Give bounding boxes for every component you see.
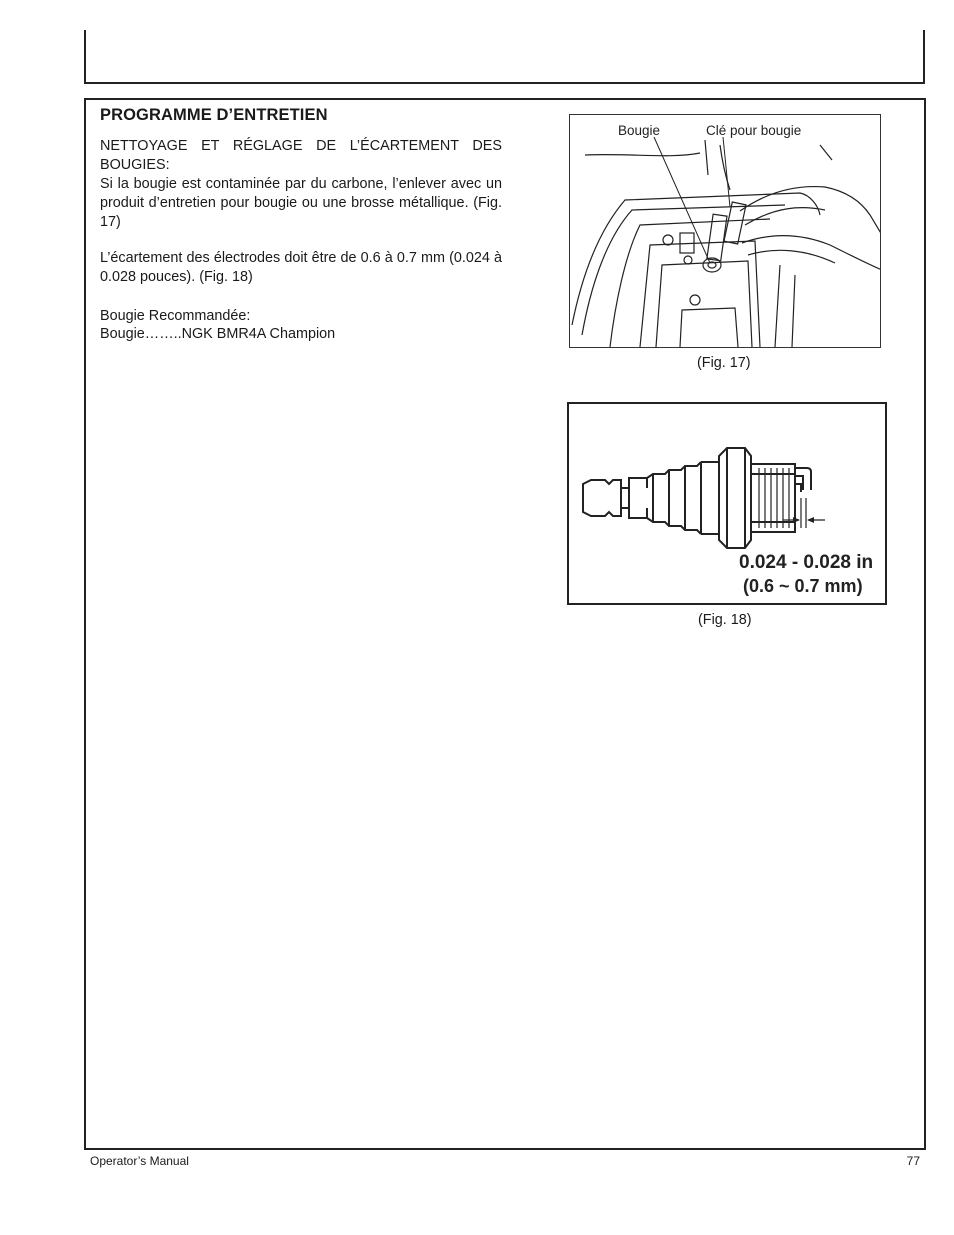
figure-18-drawing — [569, 404, 885, 603]
footer-manual-title: Operator’s Manual — [90, 1154, 189, 1168]
gap-inches-label: 0.024 - 0.028 in — [739, 552, 874, 573]
recommended-plug: Bougie……..NGK BMR4A Champion — [100, 326, 336, 342]
figure-18-illustration — [567, 402, 887, 605]
subtitle-line-2: BOUGIES: — [100, 157, 170, 173]
figure-17-illustration — [569, 114, 881, 348]
gap-instructions: L’écartement des électrodes doit être de 0.6 à 0.7 mm (0.024 à 0.028 pouces). (Fig. 18) — [100, 250, 502, 285]
header-box — [84, 30, 925, 84]
figure-18-caption: (Fig. 18) — [698, 612, 752, 628]
subtitle-line-1: NETTOYAGE ET RÉGLAGE DE L’ÉCARTEMENT DES — [100, 138, 502, 154]
figure-17-caption: (Fig. 17) — [697, 355, 751, 371]
section-title: PROGRAMME D’ENTRETIEN — [100, 106, 328, 124]
page-number: 77 — [906, 1154, 920, 1168]
figure-17-drawing — [570, 115, 881, 348]
gap-mm-label: (0.6 ~ 0.7 mm) — [743, 576, 863, 596]
recommended-label: Bougie Recommandée: — [100, 308, 251, 324]
label-bougie: Bougie — [618, 123, 661, 138]
label-cle-pour-bougie: Clé pour bougie — [706, 123, 802, 138]
cleaning-instructions: Si la bougie est contaminée par du carbone, l’enlever avec un produit d’entretien pour bougie ou une brosse métallique. (Fig. 17) — [100, 176, 502, 230]
